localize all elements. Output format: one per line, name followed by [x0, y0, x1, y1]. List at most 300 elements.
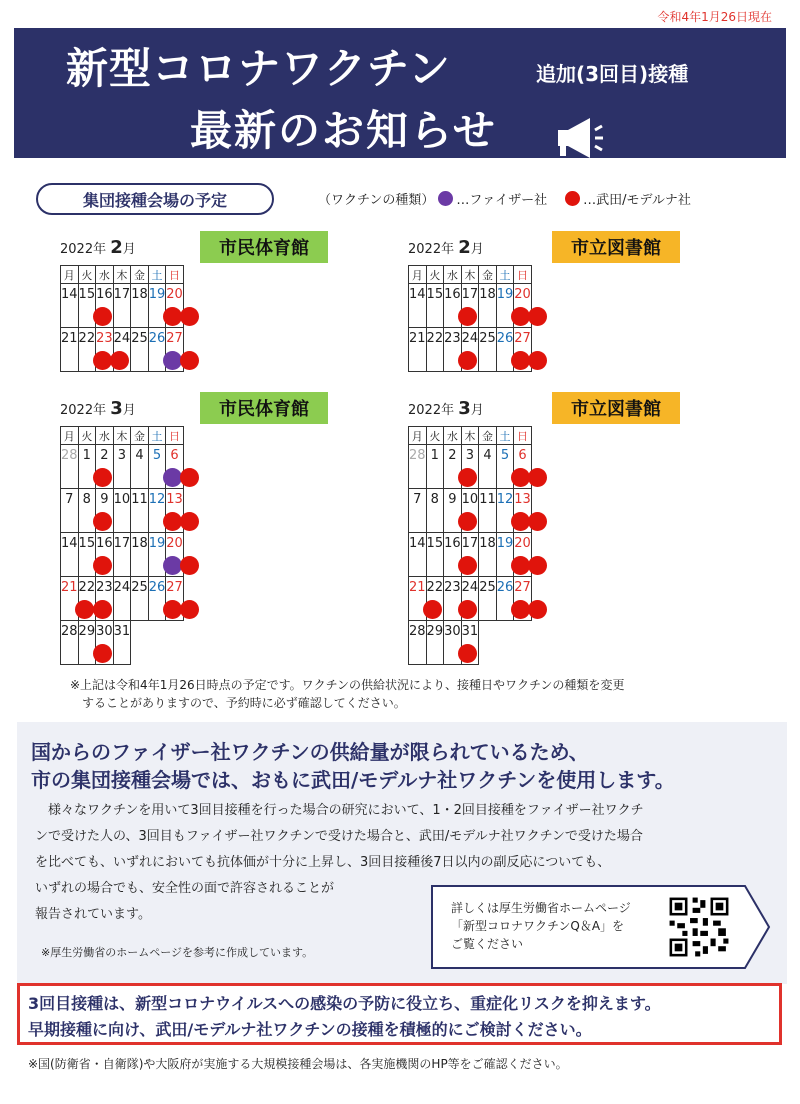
calendar-day-cell — [96, 284, 114, 328]
calendar-day-cell — [444, 489, 462, 533]
calendar-day-cell — [78, 489, 96, 533]
calendar-day-cell — [148, 489, 166, 533]
day-number: 3 — [465, 448, 475, 463]
takeda-dot-icon — [528, 351, 547, 370]
day-number: 22 — [78, 580, 96, 595]
day-number: 26 — [148, 331, 166, 346]
takeda-dot-icon — [180, 512, 199, 531]
day-number: 13 — [166, 492, 183, 507]
calendar-month-unit: 月 — [470, 403, 484, 418]
day-number: 7 — [65, 492, 74, 507]
day-number: 20 — [514, 287, 531, 302]
calendar-day-cell — [426, 533, 444, 577]
calendar-week-row — [409, 533, 532, 577]
takeda-dot-icon — [565, 191, 580, 206]
day-number: 23 — [96, 580, 113, 595]
day-number: 31 — [113, 624, 131, 639]
day-number: 9 — [448, 492, 457, 507]
mhlw-line1: 詳しくは厚生労働省ホームページ — [451, 901, 631, 915]
takeda-dot-icon — [180, 600, 199, 619]
day-number: 20 — [166, 287, 183, 302]
calendar-day-cell — [479, 328, 497, 372]
calendar-day-cell — [461, 577, 479, 621]
day-number: 29 — [426, 624, 444, 639]
calendar-week-row — [61, 445, 184, 489]
day-number: 21 — [61, 331, 78, 346]
day-number: 17 — [113, 287, 131, 302]
calendar-day-cell — [461, 489, 479, 533]
calendar-day-cell — [131, 445, 149, 489]
calendar-week-row — [409, 621, 532, 665]
day-number: 22 — [78, 331, 96, 346]
info-body-line: 報告されています。 — [35, 907, 151, 922]
day-number: 5 — [152, 448, 162, 463]
day-number: 18 — [131, 536, 148, 551]
notice-line1: ※上記は令和4年1月26日時点の予定です。ワクチンの供給状況により、接種日やワクチンの種類を変更 — [70, 678, 625, 692]
day-number: 25 — [131, 331, 148, 346]
legend-pfizer: …ファイザー社 — [456, 193, 548, 208]
day-number: 3 — [117, 448, 127, 463]
calendar-week-row — [61, 489, 184, 533]
weekday-header: 水 — [96, 427, 114, 445]
weekday-header: 月 — [61, 266, 79, 284]
day-number: 19 — [496, 536, 514, 551]
section-title: 集団接種会場の予定 — [36, 183, 274, 215]
calendar-day-cell — [479, 489, 497, 533]
takeda-dot-icon — [180, 556, 199, 575]
title-sub: 追加(3回目)接種 — [536, 62, 689, 86]
day-number: 14 — [409, 536, 426, 551]
weekday-header: 日 — [166, 266, 184, 284]
calendar-day-cell — [514, 284, 532, 328]
weekday-header: 火 — [426, 266, 444, 284]
calendar-year-month — [60, 398, 136, 419]
day-number: 1 — [430, 448, 439, 463]
day-number: 26 — [496, 580, 514, 595]
weekday-header: 水 — [444, 266, 462, 284]
day-number: 16 — [444, 536, 461, 551]
calendar-day-cell — [444, 533, 462, 577]
calendar-day-cell — [78, 577, 96, 621]
calendar-day-cell — [409, 489, 427, 533]
weekday-header: 木 — [113, 266, 131, 284]
calendar-month-unit: 月 — [122, 242, 136, 257]
highlight-line2: 早期接種に向け、武田/モデルナ社ワクチンの接種を積極的にご検討ください。 — [28, 1020, 592, 1039]
venue-label: 市立図書館 — [552, 392, 680, 424]
highlight-box — [17, 983, 782, 1045]
calendar-day-cell — [426, 489, 444, 533]
day-number: 10 — [461, 492, 479, 507]
calendar-month: 3 — [110, 398, 123, 419]
title-line2: 最新のお知らせ — [190, 106, 497, 155]
day-number: 31 — [461, 624, 479, 639]
calendar-day-cell — [131, 533, 149, 577]
weekday-header: 金 — [479, 427, 497, 445]
weekday-header: 火 — [78, 427, 96, 445]
day-number: 21 — [409, 331, 426, 346]
calendar-day-cell — [96, 577, 114, 621]
day-number: 15 — [78, 536, 96, 551]
day-number: 25 — [131, 580, 148, 595]
calendar-day-cell — [61, 533, 79, 577]
calendar-day-cell — [514, 533, 532, 577]
calendar-day-cell — [496, 489, 514, 533]
calendar-day-cell — [61, 577, 79, 621]
info-heading2: 市の集団接種会場では、おもに武田/モデルナ社ワクチンを使用します。 — [31, 768, 675, 792]
day-number: 18 — [131, 287, 148, 302]
day-number: 16 — [96, 287, 113, 302]
calendar-day-cell — [166, 328, 184, 372]
calendar-day-cell — [479, 284, 497, 328]
day-number: 19 — [148, 287, 166, 302]
calendar-day-cell — [61, 284, 79, 328]
calendar-day-cell — [131, 328, 149, 372]
calendar-day-cell — [166, 445, 184, 489]
day-number: 28 — [409, 624, 426, 639]
calendar-day-cell — [113, 621, 131, 665]
calendar-day-cell — [96, 489, 114, 533]
day-number: 27 — [166, 580, 183, 595]
day-number: 30 — [96, 624, 113, 639]
weekday-header: 水 — [96, 266, 114, 284]
title-banner — [14, 28, 786, 158]
calendar-day-cell — [514, 577, 532, 621]
day-number: 16 — [444, 287, 461, 302]
bottom-note: ※国(防衛省・自衛隊)や大阪府が実施する大規模接種会場は、各実施機関のHP等をご確認ください。 — [28, 1057, 568, 1071]
day-number: 9 — [100, 492, 109, 507]
takeda-dot-icon — [528, 512, 547, 531]
calendar-empty-cell — [166, 621, 184, 665]
calendar-day-cell — [96, 445, 114, 489]
weekday-header: 土 — [496, 266, 514, 284]
calendar-day-cell — [426, 577, 444, 621]
calendar-day-cell — [166, 577, 184, 621]
calendar-day-cell — [461, 284, 479, 328]
weekday-header: 金 — [131, 266, 149, 284]
day-number: 4 — [483, 448, 492, 463]
info-heading1: 国からのファイザー社ワクチンの供給量が限られているため、 — [31, 740, 589, 764]
calendar-day-cell — [409, 533, 427, 577]
day-number: 21 — [409, 580, 426, 595]
calendar-day-cell — [61, 328, 79, 372]
calendar-day-cell — [78, 445, 96, 489]
weekday-header: 土 — [496, 427, 514, 445]
calendar-day-cell — [461, 621, 479, 665]
weekday-header: 木 — [461, 427, 479, 445]
calendar-day-cell — [444, 284, 462, 328]
weekday-header: 土 — [148, 266, 166, 284]
calendar-day-cell — [409, 445, 427, 489]
day-number: 4 — [135, 448, 144, 463]
day-number: 27 — [514, 580, 531, 595]
megaphone-icon — [554, 116, 604, 160]
calendar-day-cell — [78, 533, 96, 577]
legend-label: （ワクチンの種類） — [318, 193, 435, 208]
day-number: 19 — [148, 536, 166, 551]
calendar-day-cell — [166, 489, 184, 533]
calendar-week-row — [409, 489, 532, 533]
calendar-day-cell — [426, 445, 444, 489]
calendar-day-cell — [479, 577, 497, 621]
day-number: 25 — [479, 580, 496, 595]
notice-line2: することがありますので、予約時に必ず確認してください。 — [82, 696, 406, 710]
day-number: 12 — [148, 492, 166, 507]
mhlw-line3: ご覧ください — [451, 937, 524, 951]
day-number: 8 — [82, 492, 91, 507]
calendar-month-unit: 月 — [470, 242, 484, 257]
calendar-week-row — [61, 328, 184, 372]
calendar-week-row — [61, 533, 184, 577]
day-number: 2 — [448, 448, 457, 463]
calendar-week-row — [409, 284, 532, 328]
weekday-header: 月 — [409, 266, 427, 284]
day-number: 27 — [514, 331, 531, 346]
calendar-empty-cell — [514, 621, 532, 665]
calendar-day-cell — [444, 621, 462, 665]
calendar-day-cell — [496, 445, 514, 489]
day-number: 12 — [496, 492, 514, 507]
weekday-header: 日 — [514, 427, 532, 445]
day-number: 28 — [61, 624, 78, 639]
calendar-month: 2 — [110, 237, 123, 258]
day-number: 19 — [496, 287, 514, 302]
mhlw-link-box[interactable] — [431, 885, 771, 969]
calendar-day-cell — [461, 445, 479, 489]
day-number: 11 — [131, 492, 148, 507]
calendar-empty-cell — [479, 621, 497, 665]
calendar-day-cell — [514, 328, 532, 372]
day-number: 23 — [96, 331, 113, 346]
takeda-dot-icon — [180, 468, 199, 487]
calendar-month: 2 — [458, 237, 471, 258]
info-body-line: ンで受けた人の、3回目もファイザー社ワクチンで受けた場合と、武田/モデルナ社ワクチンで受けた場合 — [35, 829, 643, 844]
day-number: 23 — [444, 580, 461, 595]
calendar-year-month — [60, 237, 136, 258]
calendar-day-cell — [148, 445, 166, 489]
mhlw-line2: 「新型コロナワクチンQ＆A」を — [451, 919, 625, 933]
calendar-day-cell — [61, 621, 79, 665]
calendar-day-cell — [444, 577, 462, 621]
calendar-grid — [408, 265, 532, 372]
calendar-day-cell — [409, 328, 427, 372]
day-number: 24 — [113, 580, 131, 595]
weekday-header: 金 — [479, 266, 497, 284]
weekday-header: 水 — [444, 427, 462, 445]
day-number: 6 — [170, 448, 179, 463]
pfizer-dot-icon — [438, 191, 453, 206]
day-number: 24 — [113, 331, 131, 346]
takeda-dot-icon — [528, 600, 547, 619]
day-number: 20 — [514, 536, 531, 551]
info-body-line: 様々なワクチンを用いて3回目接種を行った場合の研究において、1・2回目接種をファイザー社ワクチ — [35, 803, 644, 818]
calendar-day-cell — [61, 489, 79, 533]
day-number: 15 — [426, 536, 444, 551]
day-number: 5 — [500, 448, 510, 463]
day-number: 15 — [78, 287, 96, 302]
legend-takeda: …武田/モデルナ社 — [583, 193, 691, 208]
calendar-day-cell — [148, 328, 166, 372]
calendar-day-cell — [514, 489, 532, 533]
calendar-day-cell — [426, 328, 444, 372]
day-number: 29 — [78, 624, 96, 639]
day-number: 18 — [479, 536, 496, 551]
calendar-day-cell — [166, 284, 184, 328]
calendar-week-row — [61, 284, 184, 328]
day-number: 14 — [61, 536, 78, 551]
calendar-day-cell — [131, 577, 149, 621]
calendar-year: 2022年 — [60, 403, 107, 418]
day-number: 1 — [82, 448, 91, 463]
day-number: 20 — [166, 536, 183, 551]
calendar-day-cell — [409, 621, 427, 665]
calendar-day-cell — [131, 489, 149, 533]
calendar-day-cell — [479, 533, 497, 577]
day-number: 17 — [113, 536, 131, 551]
calendar-day-cell — [148, 284, 166, 328]
day-number: 27 — [166, 331, 183, 346]
vaccine-legend — [318, 189, 691, 208]
day-number: 25 — [479, 331, 496, 346]
calendar-day-cell — [113, 445, 131, 489]
day-number: 6 — [518, 448, 527, 463]
day-number: 24 — [461, 331, 479, 346]
weekday-header: 木 — [461, 266, 479, 284]
weekday-header: 月 — [409, 427, 427, 445]
calendar-day-cell — [461, 328, 479, 372]
day-number: 11 — [479, 492, 496, 507]
calendar-day-cell — [96, 533, 114, 577]
calendar-day-cell — [444, 328, 462, 372]
calendar-day-cell — [113, 577, 131, 621]
day-number: 26 — [148, 580, 166, 595]
calendar-day-cell — [444, 445, 462, 489]
day-number: 13 — [514, 492, 531, 507]
takeda-dot-icon — [528, 556, 547, 575]
day-number: 28 — [409, 448, 426, 463]
calendar-day-cell — [426, 621, 444, 665]
calendar-day-cell — [409, 284, 427, 328]
calendar-day-cell — [479, 445, 497, 489]
day-number: 15 — [426, 287, 444, 302]
calendar-week-row — [61, 621, 184, 665]
calendar-day-cell — [148, 577, 166, 621]
calendar-day-cell — [514, 445, 532, 489]
calendar-year: 2022年 — [60, 242, 107, 257]
venue-label: 市立図書館 — [552, 231, 680, 263]
calendar-day-cell — [78, 284, 96, 328]
calendar-day-cell — [78, 621, 96, 665]
calendar-year-month — [408, 398, 484, 419]
calendar-week-row — [61, 577, 184, 621]
calendar-week-row — [409, 577, 532, 621]
day-number: 22 — [426, 580, 444, 595]
schedule-notice — [70, 676, 770, 712]
day-number: 17 — [461, 287, 479, 302]
qr-code-icon[interactable] — [667, 895, 731, 959]
day-number: 2 — [100, 448, 109, 463]
calendar-year-month — [408, 237, 484, 258]
info-body-line: いずれの場合でも、安全性の面で許容されることが — [35, 881, 335, 896]
takeda-dot-icon — [528, 307, 547, 326]
calendar-empty-cell — [148, 621, 166, 665]
day-number: 7 — [413, 492, 422, 507]
calendar-day-cell — [113, 328, 131, 372]
takeda-dot-icon — [528, 468, 547, 487]
weekday-header: 金 — [131, 427, 149, 445]
calendar-day-cell — [496, 284, 514, 328]
calendar-day-cell — [113, 284, 131, 328]
calendar-grid — [60, 426, 184, 665]
day-number: 30 — [444, 624, 461, 639]
calendar-grid — [408, 426, 532, 665]
weekday-header: 日 — [166, 427, 184, 445]
highlight-line1: 3回目接種は、新型コロナウイルスへの感染の予防に役立ち、重症化リスクを抑えます。 — [28, 994, 661, 1013]
calendar-day-cell — [496, 577, 514, 621]
weekday-header: 火 — [78, 266, 96, 284]
day-number: 24 — [461, 580, 479, 595]
day-number: 17 — [461, 536, 479, 551]
calendar-day-cell — [496, 533, 514, 577]
calendar-month: 3 — [458, 398, 471, 419]
day-number: 21 — [61, 580, 78, 595]
calendar-day-cell — [409, 577, 427, 621]
weekday-header: 火 — [426, 427, 444, 445]
calendar-week-row — [409, 328, 532, 372]
mhlw-text — [451, 899, 631, 953]
day-number: 22 — [426, 331, 444, 346]
title-line1: 新型コロナワクチン — [66, 44, 451, 93]
calendar-day-cell — [113, 489, 131, 533]
info-body-line: を比べても、いずれにおいても抗体価が十分に上昇し、3回目接種後7日以内の副反応についても、 — [35, 855, 611, 870]
calendar-day-cell — [496, 328, 514, 372]
day-number: 26 — [496, 331, 514, 346]
calendar-day-cell — [461, 533, 479, 577]
day-number: 10 — [113, 492, 131, 507]
calendar-year: 2022年 — [408, 242, 455, 257]
calendar-year: 2022年 — [408, 403, 455, 418]
weekday-header: 月 — [61, 427, 79, 445]
day-number: 8 — [430, 492, 439, 507]
takeda-dot-icon — [180, 307, 199, 326]
calendar-empty-cell — [131, 621, 149, 665]
calendar-day-cell — [96, 328, 114, 372]
day-number: 14 — [61, 287, 78, 302]
calendar-day-cell — [113, 533, 131, 577]
calendar-day-cell — [148, 533, 166, 577]
day-number: 28 — [61, 448, 78, 463]
calendar-day-cell — [426, 284, 444, 328]
calendar-day-cell — [78, 328, 96, 372]
calendar-month-unit: 月 — [122, 403, 136, 418]
venue-label: 市民体育館 — [200, 231, 328, 263]
date-note: 令和4年1月26日現在 — [657, 10, 772, 24]
takeda-dot-icon — [180, 351, 199, 370]
weekday-header: 日 — [514, 266, 532, 284]
calendar-day-cell — [166, 533, 184, 577]
day-number: 14 — [409, 287, 426, 302]
day-number: 16 — [96, 536, 113, 551]
calendar-day-cell — [131, 284, 149, 328]
venue-label: 市民体育館 — [200, 392, 328, 424]
calendar-empty-cell — [496, 621, 514, 665]
weekday-header: 土 — [148, 427, 166, 445]
day-number: 18 — [479, 287, 496, 302]
day-number: 23 — [444, 331, 461, 346]
calendar-day-cell — [96, 621, 114, 665]
calendar-grid — [60, 265, 184, 372]
weekday-header: 木 — [113, 427, 131, 445]
calendar-day-cell — [61, 445, 79, 489]
